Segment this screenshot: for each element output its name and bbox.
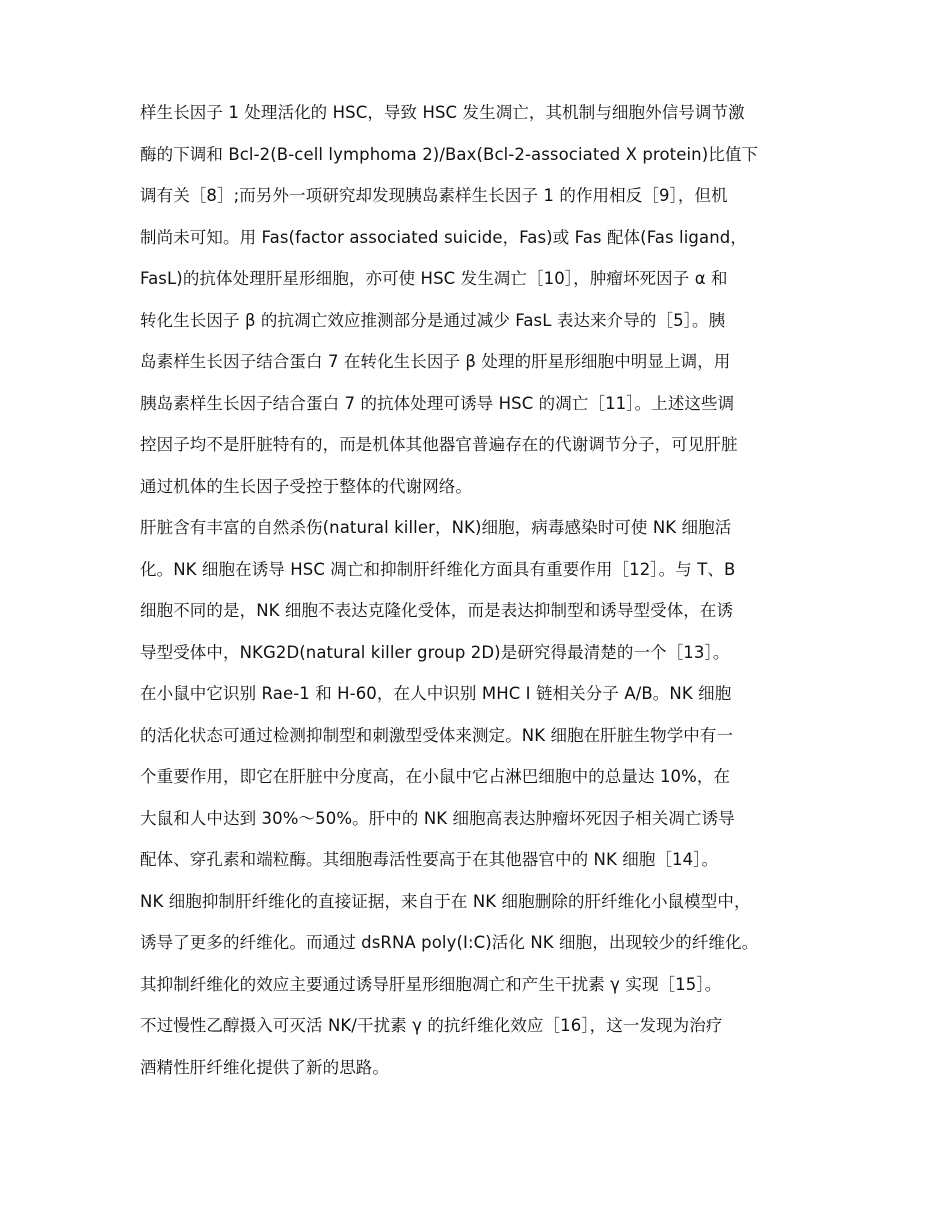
text-line: 酒精性肝纤维化提供了新的思路。 — [140, 1057, 389, 1077]
text-line: 其抑制纤维化的效应主要通过诱导肝星形细胞凋亡和产生干扰素 γ 实现［15］。 — [140, 974, 722, 994]
text-line: 转化生长因子 β 的抗凋亡效应推测部分是通过减少 FasL 表达来介导的［5］。胰 — [140, 310, 726, 330]
body-text — [140, 92, 840, 1088]
text-line: 不过慢性乙醇摄入可灭活 NK/干扰素 γ 的抗纤维化效应［16］，这一发现为治疗 — [140, 1016, 723, 1035]
text-line: 样生长因子 1 处理活化的 HSC，导致 HSC 发生凋亡，其机制与细胞外信号调节激 — [140, 103, 745, 122]
text-line: 的活化状态可通过检测抑制型和刺激型受体来测定。NK 细胞在肝脏生物学中有一 — [140, 725, 734, 745]
text-line: 大鼠和人中达到 30%～50%。肝中的 NK 细胞高表达肿瘤坏死因子相关凋亡诱导 — [140, 808, 735, 828]
text-line: 配体、穿孔素和端粒酶。其细胞毒活性要高于在其他器官中的 NK 细胞［14］。 — [140, 850, 719, 869]
text-line: NK 细胞抑制肝纤维化的直接证据，来自于在 NK 细胞删除的肝纤维化小鼠模型中， — [140, 891, 751, 911]
text-line: 肝脏含有丰富的自然杀伤(natural killer，NK)细胞，病毒感染时可使 NK 细胞活 — [140, 518, 732, 537]
text-line: 导型受体中，NKG2D(natural killer group 2D)是研究得最清楚的一个［13］。 — [140, 642, 730, 662]
text-line: 制尚未可知。用 Fas(factor associated suicide，Fas)或 Fas 配体(Fas ligand， — [140, 227, 747, 247]
text-line: 胰岛素样生长因子结合蛋白 7 的抗体处理可诱导 HSC 的凋亡［11］。上述这些调 — [140, 393, 735, 413]
text-line: 通过机体的生长因子受控于整体的代谢网络。 — [140, 476, 472, 496]
text-line: 酶的下调和 Bcl-2(B-cell lymphoma 2)/Bax(Bcl-2-associated X protein)比值下 — [140, 144, 759, 164]
text-line: 岛素样生长因子结合蛋白 7 在转化生长因子 β 处理的肝星形细胞中明显上调，用 — [140, 352, 731, 371]
text-line: 控因子均不是肝脏特有的，而是机体其他器官普遍存在的代谢调节分子，可见肝脏 — [140, 435, 738, 454]
text-line: 在小鼠中它识别 Rae-1 和 H-60，在人中识别 MHC I 链相关分子 A/B。NK 细胞 — [140, 684, 732, 703]
text-line: FasL)的抗体处理肝星形细胞，亦可使 HSC 发生凋亡［10］，肿瘤坏死因子 α 和 — [140, 269, 728, 288]
text-line: 个重要作用，即它在肝脏中分度高，在小鼠中它占淋巴细胞中的总量达 10%，在 — [140, 767, 731, 786]
text-line: 诱导了更多的纤维化。而通过 dsRNA poly(I:C)活化 NK 细胞，出现较少的纤维化。 — [140, 933, 759, 952]
text-line: 化。NK 细胞在诱导 HSC 凋亡和抑制肝纤维化方面具有重要作用［12］。与 T、B — [140, 559, 736, 579]
text-line: 调有关［8］;而另外一项研究却发现胰岛素样生长因子 1 的作用相反［9］，但机 — [140, 186, 728, 205]
text-line: 细胞不同的是，NK 细胞不表达克隆化受体，而是表达抑制型和诱导型受体，在诱 — [140, 601, 734, 620]
